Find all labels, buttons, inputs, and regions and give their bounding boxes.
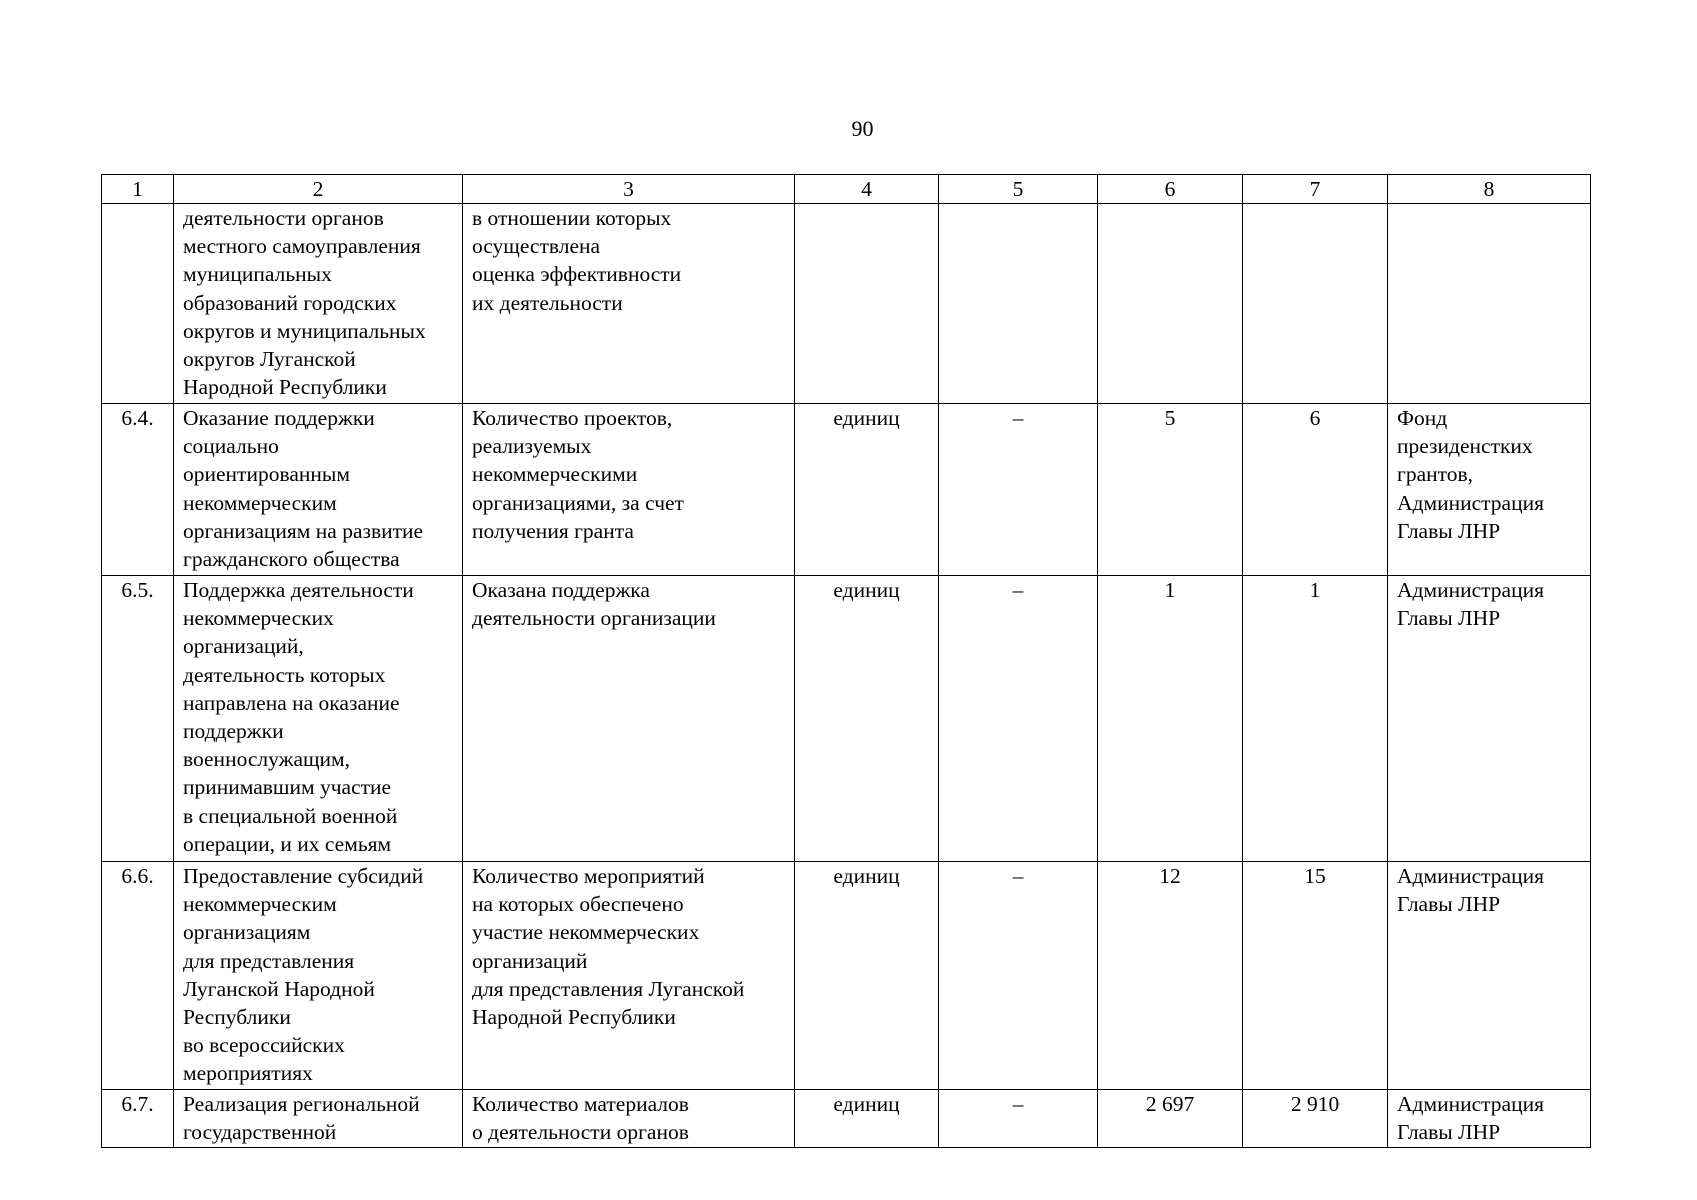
indicators-table [101,174,1591,1148]
column-number: 6 [1098,175,1243,204]
value-col5: – [939,576,1098,862]
value-col5: – [939,404,1098,576]
measure-name: Поддержка деятельности некоммерческих организаций, деятельность которых направлена на оказание поддержки военнослужащим, принимавшим участие в специальной военной операции, и их семьям [174,576,463,862]
executor: Администрация Главы ЛНР [1388,1090,1591,1148]
indicator-name: Количество проектов, реализуемых некоммерческими организациями, за счет получения гранта [463,404,795,576]
executor: Фонд президенстких грантов, Администрация Главы ЛНР [1388,404,1591,576]
value-col7: 15 [1243,862,1388,1090]
column-number: 5 [939,175,1098,204]
value-col5 [939,204,1098,404]
unit: единиц [795,576,939,862]
value-col7: 1 [1243,576,1388,862]
column-number: 2 [174,175,463,204]
value-col6: 12 [1098,862,1243,1090]
measure-name: Оказание поддержки социально ориентированным некоммерческим организациям на развитие гражданского общества [174,404,463,576]
value-col5: – [939,862,1098,1090]
indicator-name: Количество мероприятий на которых обеспечено участие некоммерческих организаций для представления Луганской Народной Республики [463,862,795,1090]
table-row [102,204,1591,404]
column-number: 3 [463,175,795,204]
unit: единиц [795,404,939,576]
column-number: 8 [1388,175,1591,204]
unit: единиц [795,862,939,1090]
value-col6: 2 697 [1098,1090,1243,1148]
unit: единиц [795,1090,939,1148]
table-row [102,1090,1591,1148]
executor: Администрация Главы ЛНР [1388,862,1591,1090]
table-row [102,862,1591,1090]
column-number: 1 [102,175,174,204]
value-col5: – [939,1090,1098,1148]
unit [795,204,939,404]
indicator-name: Количество материалов о деятельности органов [463,1090,795,1148]
indicator-name: в отношении которых осуществлена оценка эффективности их деятельности [463,204,795,404]
row-number: 6.4. [102,404,174,576]
table-row [102,404,1591,576]
column-number: 4 [795,175,939,204]
table-row [102,576,1591,862]
value-col7: 2 910 [1243,1090,1388,1148]
column-number-row [102,175,1591,204]
value-col6: 1 [1098,576,1243,862]
measure-name: Реализация региональной государственной [174,1090,463,1148]
value-col6: 5 [1098,404,1243,576]
page-number: 90 [851,116,874,141]
executor: Администрация Главы ЛНР [1388,576,1591,862]
column-number: 7 [1243,175,1388,204]
value-col6 [1098,204,1243,404]
value-col7: 6 [1243,404,1388,576]
row-number: 6.7. [102,1090,174,1148]
executor [1388,204,1591,404]
value-col7 [1243,204,1388,404]
indicator-name: Оказана поддержка деятельности организации [463,576,795,862]
measure-name: деятельности органов местного самоуправления муниципальных образований городских округов и муниципальных округов Луганской Народной Республики [174,204,463,404]
row-number: 6.5. [102,576,174,862]
row-number [102,204,174,404]
row-number: 6.6. [102,862,174,1090]
measure-name: Предоставление субсидий некоммерческим организациям для представления Луганской Народной Республики во всероссийских мероприятиях [174,862,463,1090]
